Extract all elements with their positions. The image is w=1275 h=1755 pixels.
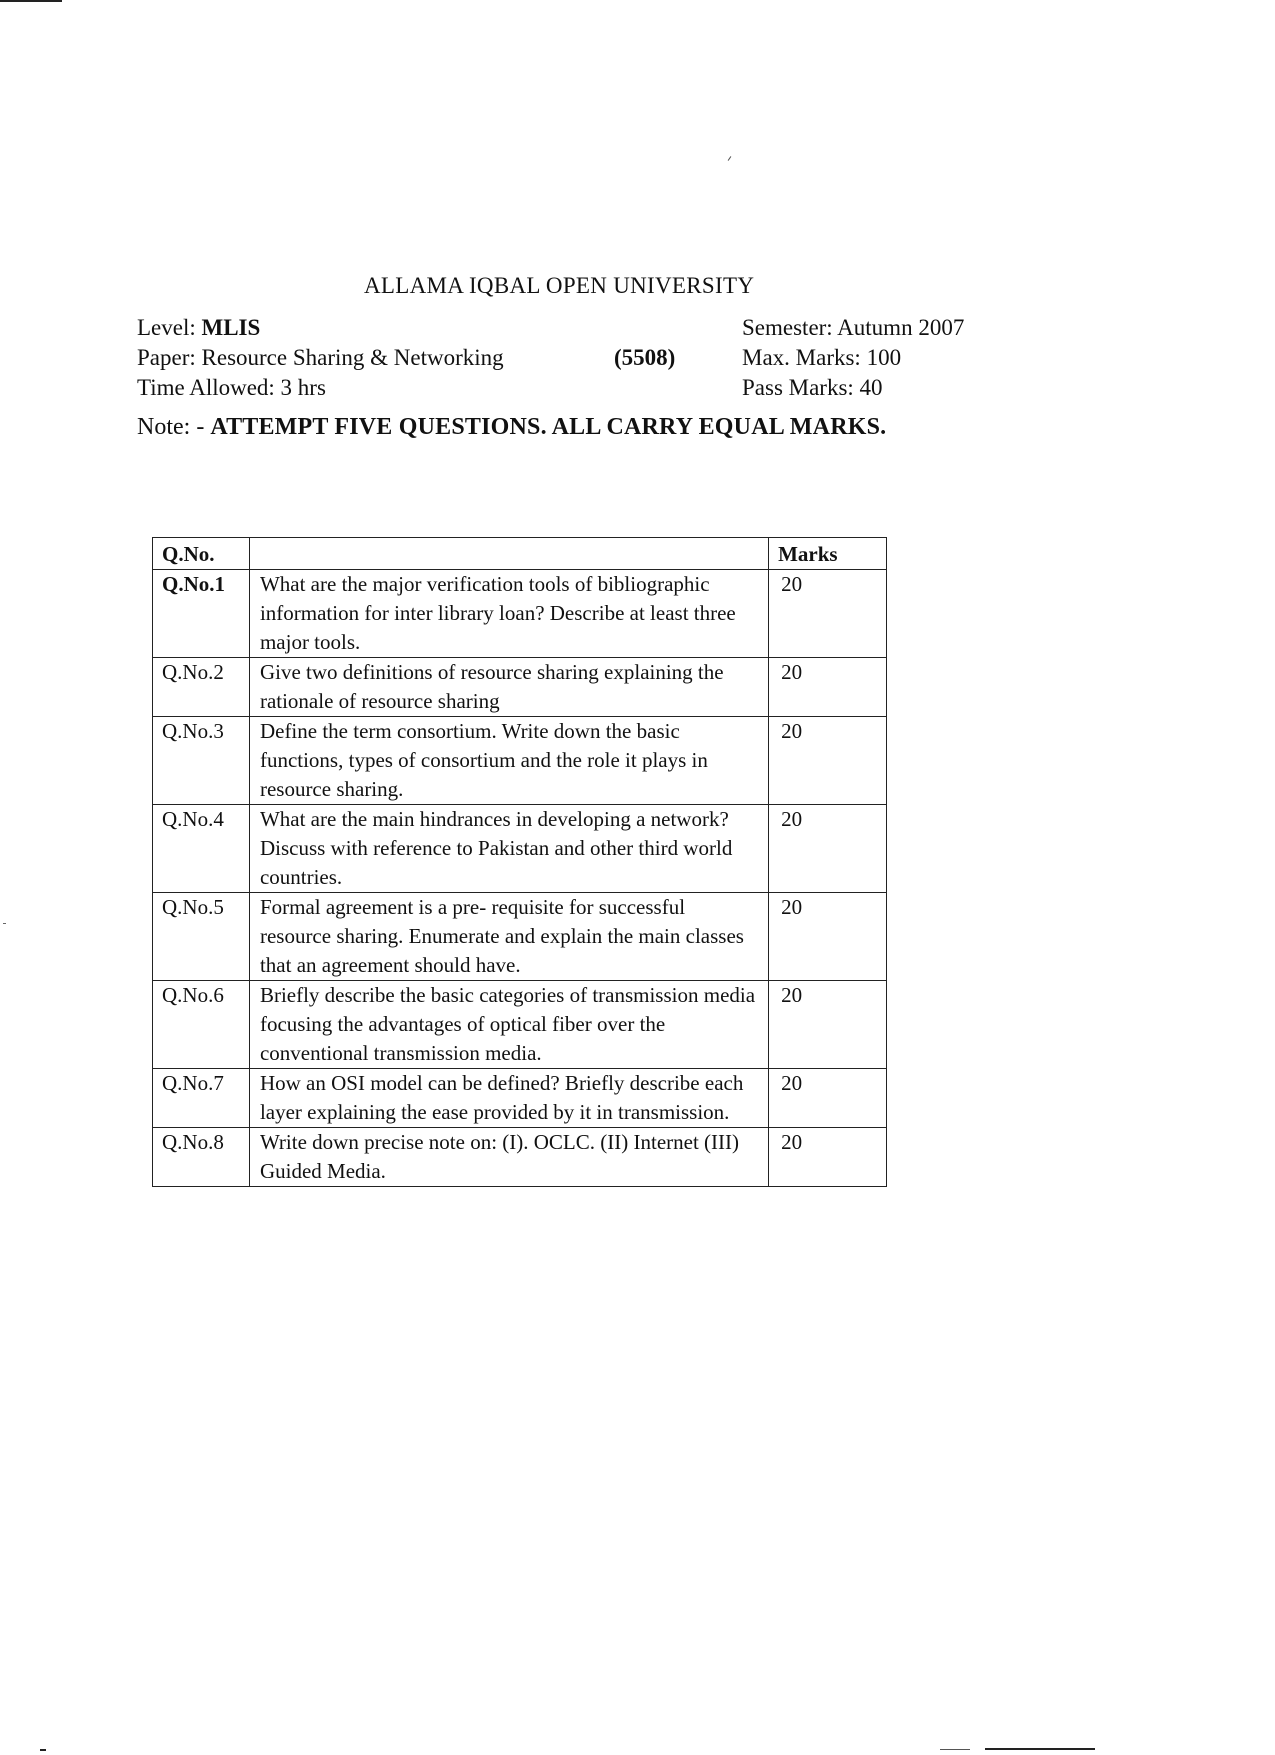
question-marks: 20 bbox=[769, 805, 887, 893]
question-number: Q.No.3 bbox=[153, 717, 250, 805]
question-text: Give two definitions of resource sharing explaining the rationale of resource sharing bbox=[249, 658, 768, 717]
table-row bbox=[153, 1128, 887, 1187]
table-row bbox=[153, 717, 887, 805]
question-number: Q.No.6 bbox=[153, 981, 250, 1069]
question-number: Q.No.7 bbox=[153, 1069, 250, 1128]
question-number: Q.No.1 bbox=[153, 570, 250, 658]
question-marks: 20 bbox=[769, 717, 887, 805]
question-marks: 20 bbox=[769, 1069, 887, 1128]
header-question bbox=[249, 538, 768, 570]
level-line bbox=[137, 312, 260, 343]
scan-mark bbox=[728, 156, 732, 161]
time-allowed: Time Allowed: 3 hrs bbox=[137, 375, 326, 400]
level-value: MLIS bbox=[201, 315, 261, 340]
table-row bbox=[153, 893, 887, 981]
semester: Semester: Autumn 2007 bbox=[742, 315, 965, 340]
table-row bbox=[153, 981, 887, 1069]
question-text: What are the main hindrances in developing a network? Discuss with reference to Pakistan and other third world countries. bbox=[249, 805, 768, 893]
paper-title: Resource Sharing & Networking bbox=[201, 345, 504, 370]
pass-marks: Pass Marks: 40 bbox=[742, 375, 883, 400]
scan-mark bbox=[40, 1749, 46, 1751]
question-text: Formal agreement is a pre- requisite for successful resource sharing. Enumerate and explain the main classes that an agreement should have. bbox=[249, 893, 768, 981]
question-text: Write down precise note on: (I). OCLC. (II) Internet (III) Guided Media. bbox=[249, 1128, 768, 1187]
paper-line bbox=[137, 342, 504, 373]
university-title: ALLAMA IQBAL OPEN UNIVERSITY bbox=[364, 273, 755, 298]
level-label: Level: bbox=[137, 315, 196, 340]
question-number: Q.No.4 bbox=[153, 805, 250, 893]
header-marks: Marks bbox=[769, 538, 887, 570]
table-row bbox=[153, 658, 887, 717]
table-row bbox=[153, 570, 887, 658]
question-marks: 20 bbox=[769, 1128, 887, 1187]
header-qno: Q.No. bbox=[153, 538, 250, 570]
scan-mark bbox=[940, 1749, 970, 1750]
paper-code: (5508) bbox=[614, 345, 676, 370]
scan-mark bbox=[985, 1748, 1095, 1750]
scan-mark bbox=[3, 923, 6, 924]
question-text: Define the term consortium. Write down the basic functions, types of consortium and the role it plays in resource sharing. bbox=[249, 717, 768, 805]
question-number: Q.No.8 bbox=[153, 1128, 250, 1187]
question-text: What are the major verification tools of bibliographic information for inter library loan? Describe at least three major tools. bbox=[249, 570, 768, 658]
table-header-row bbox=[153, 538, 887, 570]
scan-mark bbox=[0, 0, 62, 2]
table-row bbox=[153, 805, 887, 893]
question-number: Q.No.5 bbox=[153, 893, 250, 981]
max-marks: Max. Marks: 100 bbox=[742, 345, 902, 370]
paper-label: Paper: bbox=[137, 345, 196, 370]
note-text: ATTEMPT FIVE QUESTIONS. ALL CARRY EQUAL MARKS. bbox=[210, 414, 887, 440]
question-marks: 20 bbox=[769, 570, 887, 658]
question-marks: 20 bbox=[769, 893, 887, 981]
table-row bbox=[153, 1069, 887, 1128]
questions-table bbox=[152, 537, 887, 1187]
question-text: How an OSI model can be defined? Briefly describe each layer explaining the ease provided by it in transmission. bbox=[249, 1069, 768, 1128]
question-marks: 20 bbox=[769, 981, 887, 1069]
question-number: Q.No.2 bbox=[153, 658, 250, 717]
note-label: Note: - bbox=[137, 414, 205, 440]
instructions-note bbox=[137, 412, 886, 443]
question-marks: 20 bbox=[769, 658, 887, 717]
question-text: Briefly describe the basic categories of transmission media focusing the advantages of optical fiber over the conventional transmission media. bbox=[249, 981, 768, 1069]
